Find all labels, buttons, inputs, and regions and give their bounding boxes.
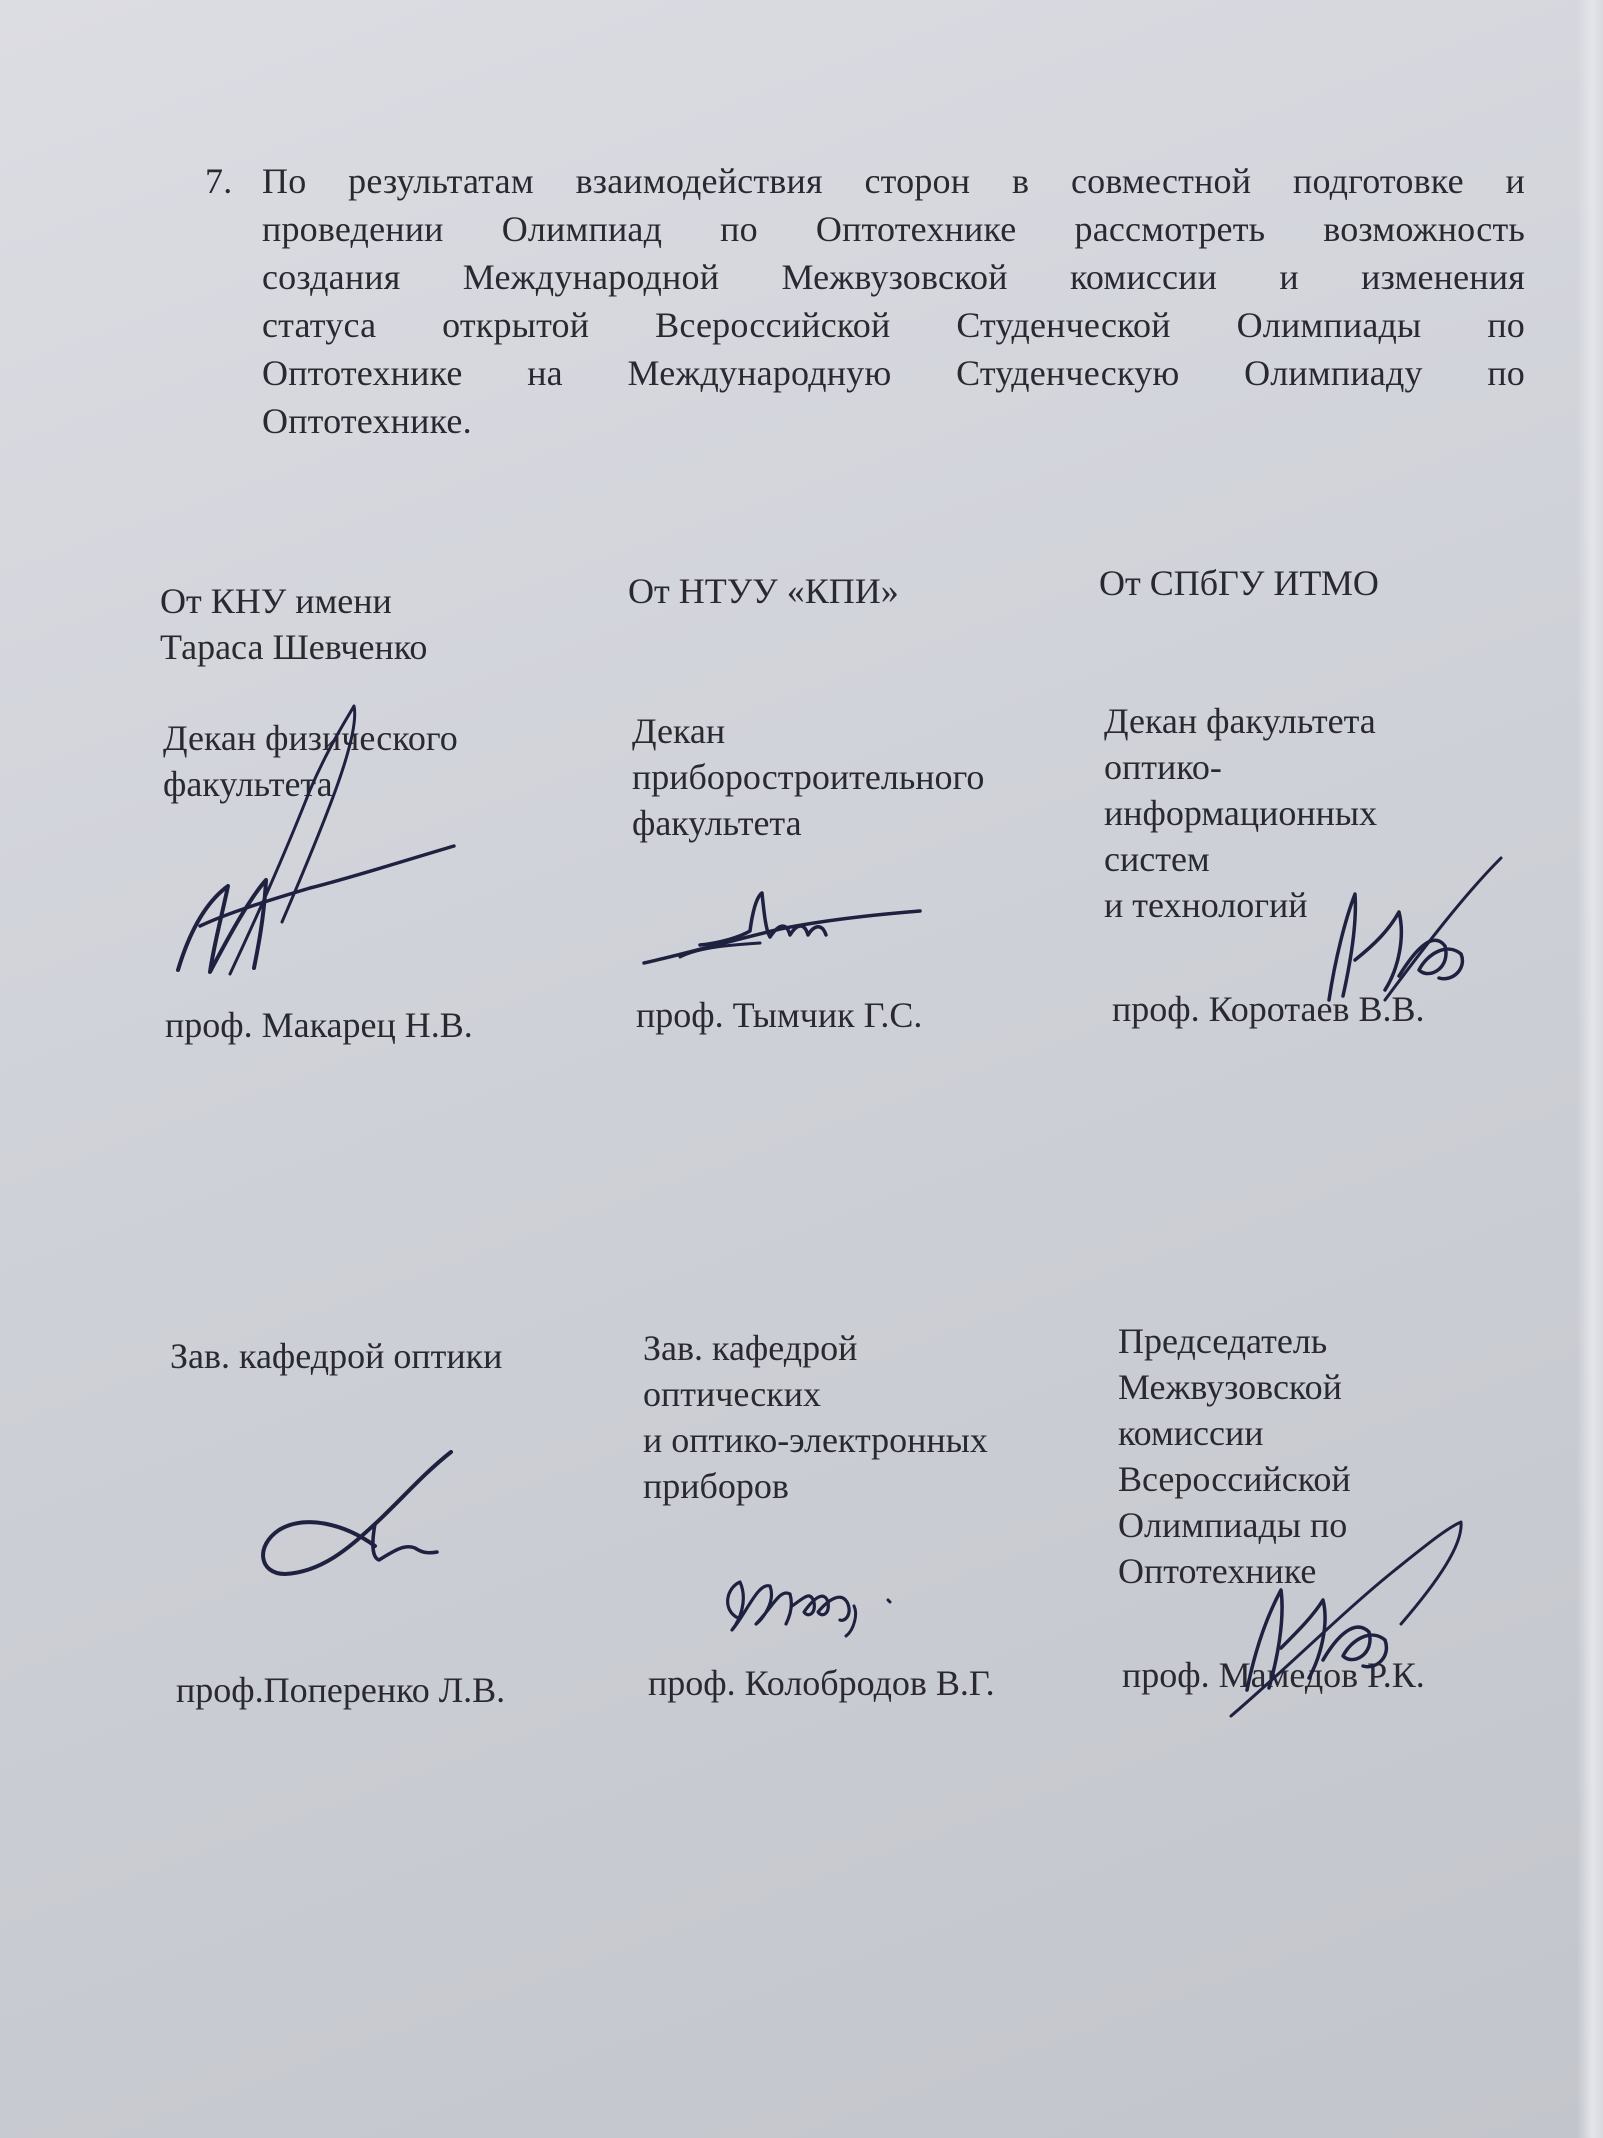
position-line: и оптико-электронных [643, 1420, 988, 1460]
position-line: Декан физического [163, 718, 458, 758]
clause-line: Оптотехнике. [262, 401, 472, 441]
paper-edge [1577, 0, 1603, 2138]
org-line: От СПбГУ ИТМО [1099, 563, 1379, 603]
itmo-name: проф. Коротаев В.В. [1112, 989, 1425, 1029]
optoelectronic-chair-name: проф. Колобродов В.Г. [648, 1663, 995, 1703]
position-line: оптико- [1104, 747, 1222, 787]
org-line: От НТУУ «КПИ» [628, 571, 899, 611]
position-line: систем [1104, 839, 1210, 879]
knu-position [163, 715, 458, 807]
commission-chair-position [1118, 1318, 1351, 1594]
clause-line: Оптотехнике на Международную Студенческую Олимпиаду по [262, 353, 1525, 393]
itmo-position [1104, 698, 1377, 928]
position-line: приборостроительного [632, 757, 985, 797]
position-line: Межвузовской [1118, 1367, 1342, 1407]
clause-line: По результатам взаимодействия сторон в совместной подготовке и [262, 161, 1525, 201]
position-line: Всероссийской [1118, 1459, 1351, 1499]
org-line: Тараса Шевченко [160, 627, 428, 667]
ntuu-organization [628, 568, 899, 614]
org-line: От КНУ имени [160, 581, 392, 621]
position-line: и технологий [1104, 885, 1308, 925]
itmo-organization [1099, 560, 1379, 606]
ntuu-name: проф. Тымчик Г.С. [636, 995, 923, 1035]
optics-chair-name: проф.Поперенко Л.В. [176, 1670, 506, 1710]
position-line: Оптотехнике [1118, 1551, 1317, 1591]
position-line: Зав. кафедрой оптики [170, 1336, 503, 1376]
position-line: оптических [643, 1374, 821, 1414]
position-line: приборов [643, 1466, 789, 1506]
clause-line: проведении Олимпиад по Оптотехнике рассмотреть возможность [262, 209, 1525, 249]
knu-name: проф. Макарец Н.В. [165, 1005, 473, 1045]
clause-line: статуса открытой Всероссийской Студенческой Олимпиады по [262, 305, 1525, 345]
clause-number: 7. [205, 161, 233, 201]
position-line: Председатель [1118, 1321, 1328, 1361]
position-line: Зав. кафедрой [643, 1328, 858, 1368]
optoelectronic-chair-position [643, 1325, 988, 1509]
position-line: Декан [632, 711, 726, 751]
position-line: информационных [1104, 793, 1378, 833]
optics-chair-position [170, 1333, 502, 1379]
position-line: факультета [163, 764, 333, 804]
position-line: Декан факультета [1104, 701, 1376, 741]
position-line: комиссии [1118, 1413, 1264, 1453]
position-line: Олимпиады по [1118, 1505, 1348, 1545]
knu-organization [160, 578, 427, 670]
position-line: факультета [632, 803, 802, 843]
ntuu-position [632, 708, 984, 846]
commission-chair-name: проф. Мамедов Р.К. [1122, 1655, 1425, 1695]
clause-line: создания Международной Межвузовской комиссии и изменения [262, 257, 1525, 297]
